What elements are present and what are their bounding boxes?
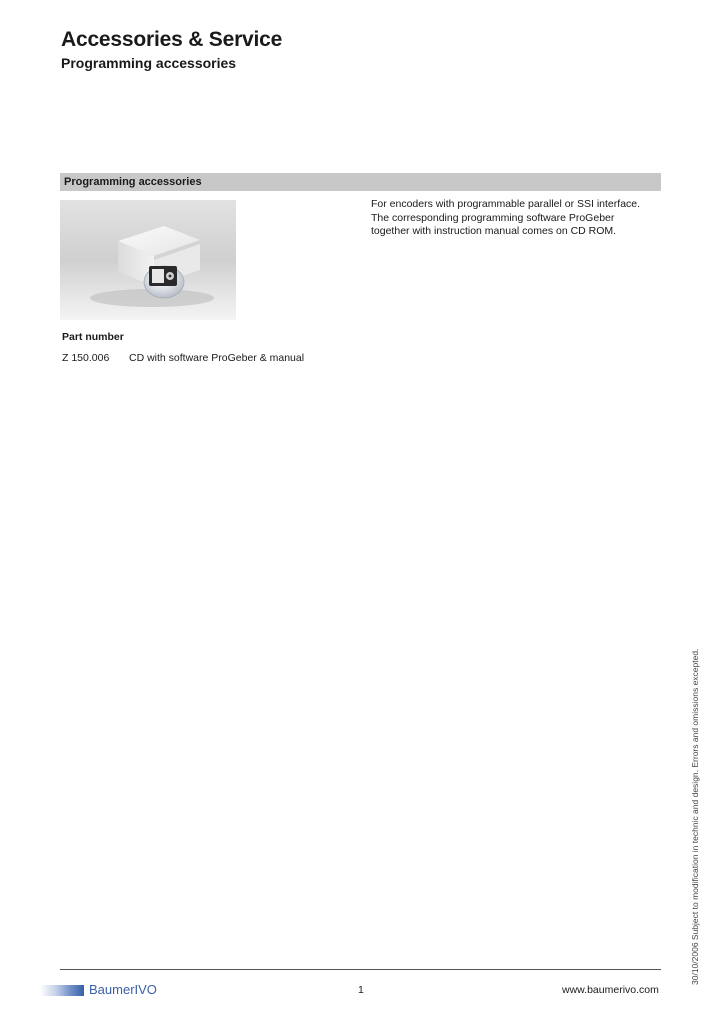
logo-text: BaumerIVO: [89, 982, 157, 997]
section-header-bar: [60, 173, 661, 191]
page-number: 1: [358, 984, 364, 996]
part-number-heading: Part number: [62, 331, 124, 343]
section-heading: Programming accessories: [64, 176, 202, 188]
description-line: For encoders with programmable parallel or SSI interface.: [371, 198, 641, 210]
legal-side-note: 30/10/2006 Subject to modification in technic and design. Errors and omissions excepted.: [690, 648, 700, 985]
logo-gradient-bar: [40, 985, 84, 996]
footer-divider: [60, 969, 661, 970]
part-number-name: CD with software ProGeber & manual: [129, 352, 305, 364]
description-line: together with instruction manual comes on CD ROM.: [371, 225, 617, 237]
product-photo: [60, 200, 236, 320]
part-number-code: Z 150.006: [62, 352, 110, 364]
page-subtitle: Programming accessories: [61, 55, 237, 71]
page-title: Accessories & Service: [61, 28, 283, 51]
cd-box-illustration: [60, 200, 236, 320]
description-line: The corresponding programming software ProGeber: [371, 211, 615, 224]
product-description: [371, 198, 671, 239]
website-link[interactable]: www.baumerivo.com: [562, 984, 659, 996]
